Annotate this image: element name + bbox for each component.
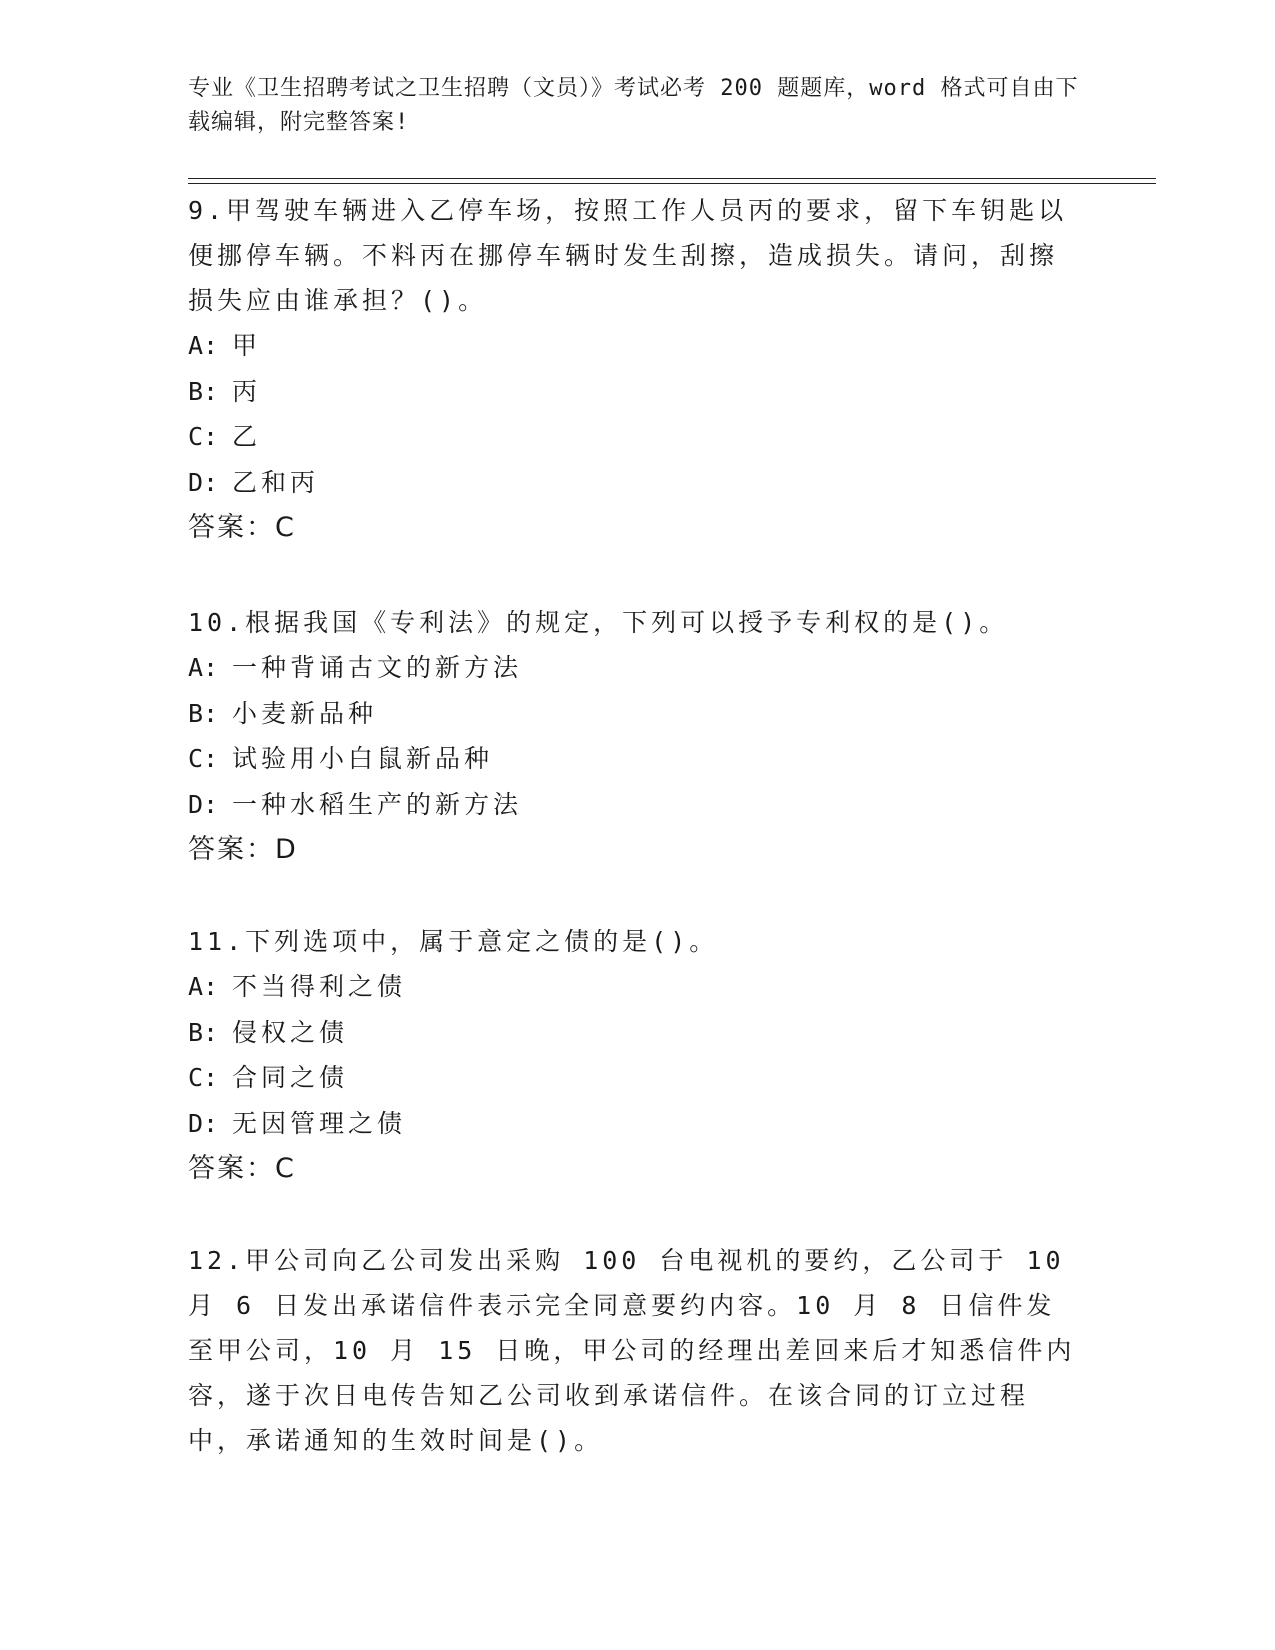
question-stem: 12.甲公司向乙公司发出采购 100 台电视机的要约，乙公司于 10 月 6 日发出承诺信件表示完全同意要约内容。10 月 8 日信件发至甲公司，10 月 15 日晚，甲公司的经理出差回来后才知悉信件内容，遂于次日电传告知乙公司收到承诺信件。在该合同的订立过程中，承诺通知的生效时间是()。	[188, 1246, 1076, 1455]
option-text: 不当得利之债	[232, 972, 407, 1001]
option-text: 乙和丙	[232, 467, 320, 497]
option-text: 甲	[232, 331, 262, 360]
option-text: 合同之债	[232, 1063, 349, 1092]
option-b	[188, 1010, 1078, 1056]
option-text: 无因管理之债	[232, 1108, 407, 1138]
option-d	[188, 1101, 1078, 1147]
option-key: B:	[188, 376, 219, 406]
option-a	[188, 323, 1078, 369]
question-stem: 11.下列选项中，属于意定之债的是()。	[188, 927, 719, 956]
option-key: D:	[188, 789, 219, 819]
answer-line: 答案：D	[188, 834, 298, 865]
option-a	[188, 645, 1078, 691]
option-key: B:	[188, 698, 219, 728]
option-d	[188, 460, 1078, 506]
option-key: A:	[188, 972, 219, 1001]
option-text: 试验用小白鼠新品种	[232, 744, 494, 773]
option-text: 小麦新品种	[232, 698, 378, 728]
option-d	[188, 782, 1078, 828]
question-stem: 9.甲驾驶车辆进入乙停车场，按照工作人员丙的要求，留下车钥匙以便挪停车辆。不料丙在挪停车辆时发生刮擦，造成损失。请问，刮擦损失应由谁承担？()。	[188, 196, 1068, 315]
question-12	[188, 1238, 1078, 1463]
option-key: D:	[188, 467, 219, 497]
option-key: C:	[188, 1063, 219, 1092]
option-text: 一种背诵古文的新方法	[232, 653, 523, 682]
option-text: 一种水稻生产的新方法	[232, 789, 523, 819]
option-text: 侵权之债	[232, 1017, 349, 1047]
option-key: B:	[188, 1017, 219, 1047]
option-c	[188, 736, 1078, 782]
document-intro: 专业《卫生招聘考试之卫生招聘（文员）》考试必考 200 题题库，word 格式可自由下载编辑，附完整答案!	[188, 76, 1079, 135]
option-key: C:	[188, 422, 219, 451]
question-9	[188, 188, 1078, 551]
option-c	[188, 1055, 1078, 1101]
option-b	[188, 369, 1078, 415]
question-stem: 10.根据我国《专利法》的规定，下列可以授予专利权的是()。	[188, 608, 1009, 637]
option-c	[188, 414, 1078, 460]
question-11	[188, 919, 1078, 1192]
option-a	[188, 964, 1078, 1010]
header-divider-bottom	[188, 183, 1156, 184]
option-key: D:	[188, 1108, 219, 1138]
option-text: 丙	[232, 376, 262, 406]
option-b	[188, 691, 1078, 737]
question-10	[188, 600, 1078, 873]
option-key: A:	[188, 653, 219, 682]
option-text: 乙	[232, 422, 262, 451]
header-divider-top	[188, 178, 1156, 179]
answer-line: 答案：C	[188, 1153, 296, 1184]
option-key: C:	[188, 744, 219, 773]
answer-line: 答案：C	[188, 512, 296, 543]
option-key: A:	[188, 331, 219, 360]
